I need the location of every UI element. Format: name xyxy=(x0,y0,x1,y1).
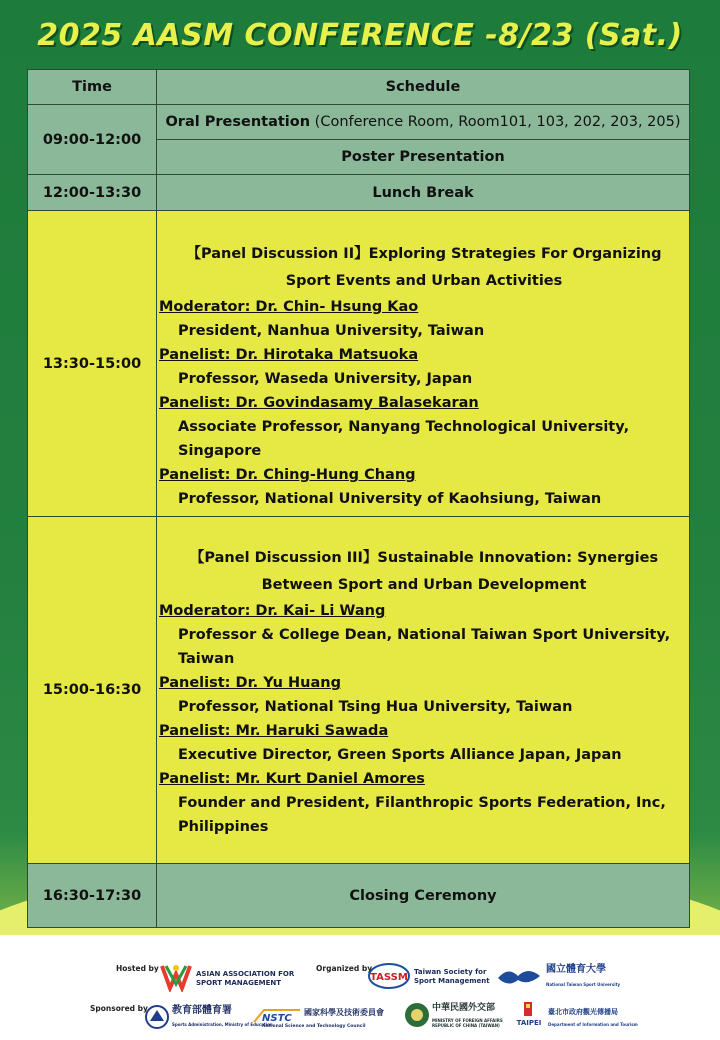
organized-by-label: Organized by xyxy=(316,964,373,973)
panelist-affiliation: Founder and President, Filanthropic Sports Federation, Inc, Philippines xyxy=(178,795,666,835)
table-row xyxy=(28,175,690,211)
panelist-affiliation: Professor, Waseda University, Japan xyxy=(178,371,473,387)
svg-text:NSTC: NSTC xyxy=(262,1013,292,1024)
moderator-name: Moderator: Dr. Kai- Li Wang xyxy=(159,603,386,619)
closing-ceremony-cell: Closing Ceremony xyxy=(157,864,690,928)
sponsors-footer xyxy=(0,950,720,1040)
nstc-subname: National Science and Technology Council xyxy=(262,1024,366,1029)
oral-presentation-label: Oral Presentation xyxy=(165,114,311,130)
page-title: 2025 AASM CONFERENCE -8/23 (Sat.) xyxy=(37,18,683,53)
moderator-name: Moderator: Dr. Chin- Hsung Kao xyxy=(159,299,419,315)
tassm-name: Taiwan Society for Sport Management xyxy=(414,968,490,985)
ntsu-subname: National Taiwan Sport University xyxy=(546,982,621,987)
taipei-department-name: 臺北市政府觀光傳播局 xyxy=(548,1008,618,1016)
panelist-affiliation: Associate Professor, Nanyang Technological University, Singapore xyxy=(178,419,630,459)
panel-ii-title: 【Panel Discussion II】Exploring Strategies For Organizing Sport Events and Urban Activities xyxy=(186,246,662,289)
panelist-name: Panelist: Dr. Yu Huang xyxy=(159,675,341,691)
taipei-department-subname: Department of Information and Tourism xyxy=(548,1022,638,1027)
panelist-name: Panelist: Dr. Ching-Hung Chang xyxy=(159,467,416,483)
ntsu-name: 國立體育大學 xyxy=(546,964,606,975)
table-row xyxy=(28,864,690,928)
panelist-name: Panelist: Mr. Kurt Daniel Amores xyxy=(159,771,425,787)
schedule-table xyxy=(27,69,690,928)
svg-text:TASSM: TASSM xyxy=(370,972,408,983)
sports-administration-logo-icon xyxy=(145,1005,169,1029)
moderator-affiliation: Professor & College Dean, National Taiwan Sport University, Taiwan xyxy=(178,627,671,667)
header-time: Time xyxy=(28,70,157,105)
table-row xyxy=(28,517,690,864)
time-cell: 09:00-12:00 xyxy=(28,105,157,175)
svg-text:TAIPEI: TAIPEI xyxy=(516,1019,542,1027)
table-header-row xyxy=(28,70,690,105)
panel-discussion-ii-cell xyxy=(157,211,690,517)
sponsored-by-label: Sponsored by xyxy=(90,1004,148,1013)
sports-administration-subname: Sports Administration, Ministry of Education xyxy=(172,1022,273,1027)
time-cell: 16:30-17:30 xyxy=(28,864,157,928)
taipei-logo-icon xyxy=(514,1000,544,1030)
poster-presentation-cell: Poster Presentation xyxy=(157,140,690,175)
aasm-logo-icon xyxy=(160,962,192,992)
header-schedule: Schedule xyxy=(157,70,690,105)
panel-discussion-iii-cell xyxy=(157,517,690,864)
mofa-subname: MINISTRY OF FOREIGN AFFAIRS REPUBLIC OF CHINA (TAIWAN) xyxy=(432,1018,503,1028)
oral-presentation-rooms: (Conference Room, Room101, 103, 202, 203, 205) xyxy=(310,114,681,130)
panelist-name: Panelist: Dr. Hirotaka Matsuoka xyxy=(159,347,419,363)
aasm-name: ASIAN ASSOCIATION FOR SPORT MANAGEMENT xyxy=(196,970,295,987)
tassm-logo-icon xyxy=(367,962,411,990)
mofa-name: 中華民國外交部 xyxy=(432,1003,496,1013)
panelist-affiliation: Executive Director, Green Sports Alliance Japan, Japan xyxy=(178,747,622,763)
panelist-affiliation: Professor, National University of Kaohsiung, Taiwan xyxy=(178,491,602,507)
time-cell: 13:30-15:00 xyxy=(28,211,157,517)
panelist-name: Panelist: Mr. Haruki Sawada xyxy=(159,723,389,739)
table-row xyxy=(28,105,690,140)
oral-presentation-cell xyxy=(157,105,690,140)
panel-iii-title: 【Panel Discussion III】Sustainable Innovation: Synergies Between Sport and Urban Development xyxy=(189,550,659,593)
moderator-affiliation: President, Nanhua University, Taiwan xyxy=(178,323,485,339)
time-cell: 15:00-16:30 xyxy=(28,517,157,864)
time-cell: 12:00-13:30 xyxy=(28,175,157,211)
nstc-name: 國家科學及技術委員會 xyxy=(304,1008,384,1017)
panelist-affiliation: Professor, National Tsing Hua University, Taiwan xyxy=(178,699,573,715)
sports-administration-name: 教育部體育署 xyxy=(172,1005,232,1016)
table-row xyxy=(28,211,690,517)
panelist-name: Panelist: Dr. Govindasamy Balasekaran xyxy=(159,395,479,411)
mofa-logo-icon xyxy=(404,1002,430,1028)
hosted-by-label: Hosted by xyxy=(116,964,159,973)
lunch-break-cell: Lunch Break xyxy=(157,175,690,211)
ntsu-logo-icon xyxy=(496,964,542,988)
